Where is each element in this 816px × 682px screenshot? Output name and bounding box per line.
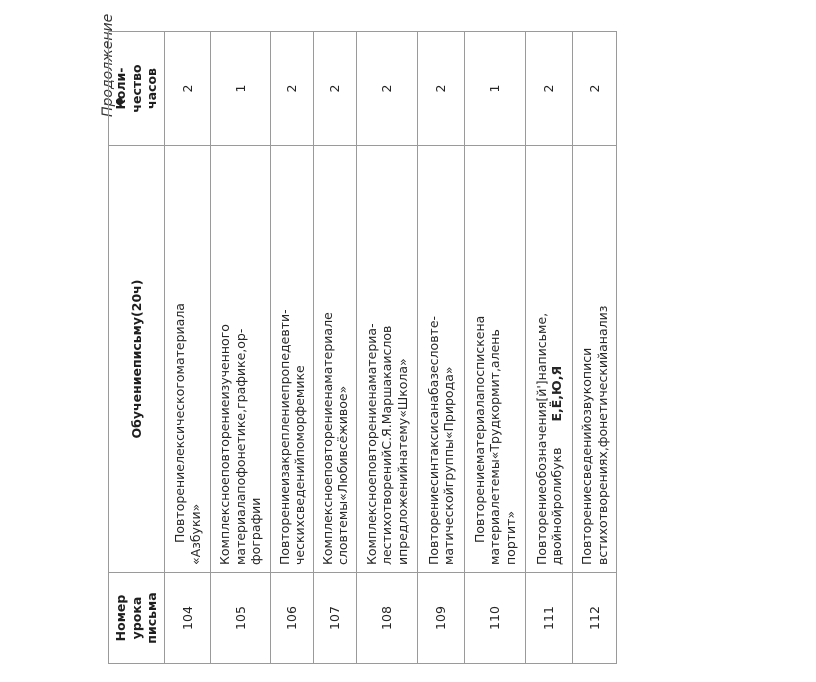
topic-line: ческихсведенийпоморфемике bbox=[292, 365, 307, 565]
lesson-topic bbox=[357, 146, 418, 573]
topic-line: двойнойролибукв bbox=[549, 447, 564, 565]
lesson-hours: 2 bbox=[314, 32, 357, 146]
topic-line: материалетемы«Трудкормит,алень bbox=[487, 329, 503, 565]
lesson-topic bbox=[573, 146, 617, 573]
header-text: чество bbox=[128, 64, 144, 113]
table-row bbox=[314, 32, 357, 664]
lesson-hours: 2 bbox=[271, 32, 314, 146]
lesson-number: 110 bbox=[465, 573, 526, 664]
topic-line: лестихотворенийС.Я.Маршакаислов bbox=[379, 325, 395, 565]
header-text: письма bbox=[144, 592, 160, 644]
topic-line: Комплексноеповторениеизученного bbox=[217, 324, 233, 565]
lesson-number: 109 bbox=[418, 573, 465, 664]
topic-line: портит» bbox=[502, 510, 518, 565]
topic-line: встихотворениях,фонетическийанализ bbox=[594, 305, 610, 565]
header-text: часов bbox=[144, 68, 160, 109]
table-row bbox=[357, 32, 418, 664]
lesson-number: 108 bbox=[357, 573, 418, 664]
lesson-topic bbox=[314, 146, 357, 573]
table-row bbox=[418, 32, 465, 664]
lesson-number: 111 bbox=[526, 573, 573, 664]
topic-line: фографии bbox=[248, 497, 264, 565]
lesson-hours: 1 bbox=[211, 32, 271, 146]
table-header-row bbox=[109, 32, 165, 664]
lesson-topic bbox=[526, 146, 573, 573]
lesson-number: 104 bbox=[165, 573, 211, 664]
topic-line: ипредложенийнатему«Школа» bbox=[394, 358, 410, 565]
header-text: Коли- bbox=[113, 67, 129, 110]
topic-line: Повторениесведенийозвукописи bbox=[579, 347, 595, 565]
lesson-hours: 2 bbox=[357, 32, 418, 146]
lesson-hours: 2 bbox=[526, 32, 573, 146]
table-row bbox=[526, 32, 573, 664]
lesson-hours: 2 bbox=[165, 32, 211, 146]
table-row bbox=[573, 32, 617, 664]
table-row bbox=[211, 32, 271, 664]
lesson-number: 112 bbox=[573, 573, 617, 664]
lesson-topic bbox=[418, 146, 465, 573]
topic-line: матическойгруппы«Природа» bbox=[441, 366, 456, 565]
topic-line: «Азбуки» bbox=[187, 503, 203, 565]
lesson-number: 107 bbox=[314, 573, 357, 664]
header-text: Номер bbox=[113, 594, 129, 642]
header-hours bbox=[109, 32, 165, 146]
table-row bbox=[271, 32, 314, 664]
table-row bbox=[165, 32, 211, 664]
topic-line: словтемы«Любивсёживое» bbox=[335, 385, 350, 565]
topic-line: материалапофонетике,графике,ор- bbox=[232, 328, 248, 565]
topic-line: Комплексноеповторениенаматериале bbox=[319, 312, 335, 565]
header-lesson-number bbox=[109, 573, 165, 664]
lesson-hours: 2 bbox=[573, 32, 617, 146]
header-text: Обучениеписьму(20ч) bbox=[128, 279, 144, 439]
lesson-number: 106 bbox=[271, 573, 314, 664]
continued-label: Продолжение bbox=[100, 13, 116, 117]
header-text: урока bbox=[128, 596, 144, 640]
lesson-hours: 1 bbox=[465, 32, 526, 146]
header-topic bbox=[109, 146, 165, 573]
topic-line: Повторениеобозначения[й']написьме, bbox=[533, 312, 549, 565]
table-row bbox=[465, 32, 526, 664]
lesson-number: 105 bbox=[211, 573, 271, 664]
topic-letters: Е,Ё,Ю,Я bbox=[549, 365, 564, 422]
topic-line: Повторениесинтаксисанабазесловте- bbox=[425, 315, 441, 565]
topic-line: Повторениелексическогоматериала bbox=[172, 303, 188, 543]
lesson-table bbox=[108, 31, 617, 664]
lesson-topic bbox=[465, 146, 526, 573]
topic-line: Повторениематериалапоспискена bbox=[471, 315, 487, 543]
lesson-topic bbox=[165, 146, 211, 573]
lesson-topic bbox=[271, 146, 314, 573]
lesson-topic bbox=[211, 146, 271, 573]
topic-line: Комплексноеповторениенаматериа- bbox=[363, 323, 379, 565]
lesson-hours: 2 bbox=[418, 32, 465, 146]
topic-line: Повторениеизакреплениепропедевти- bbox=[276, 309, 292, 565]
